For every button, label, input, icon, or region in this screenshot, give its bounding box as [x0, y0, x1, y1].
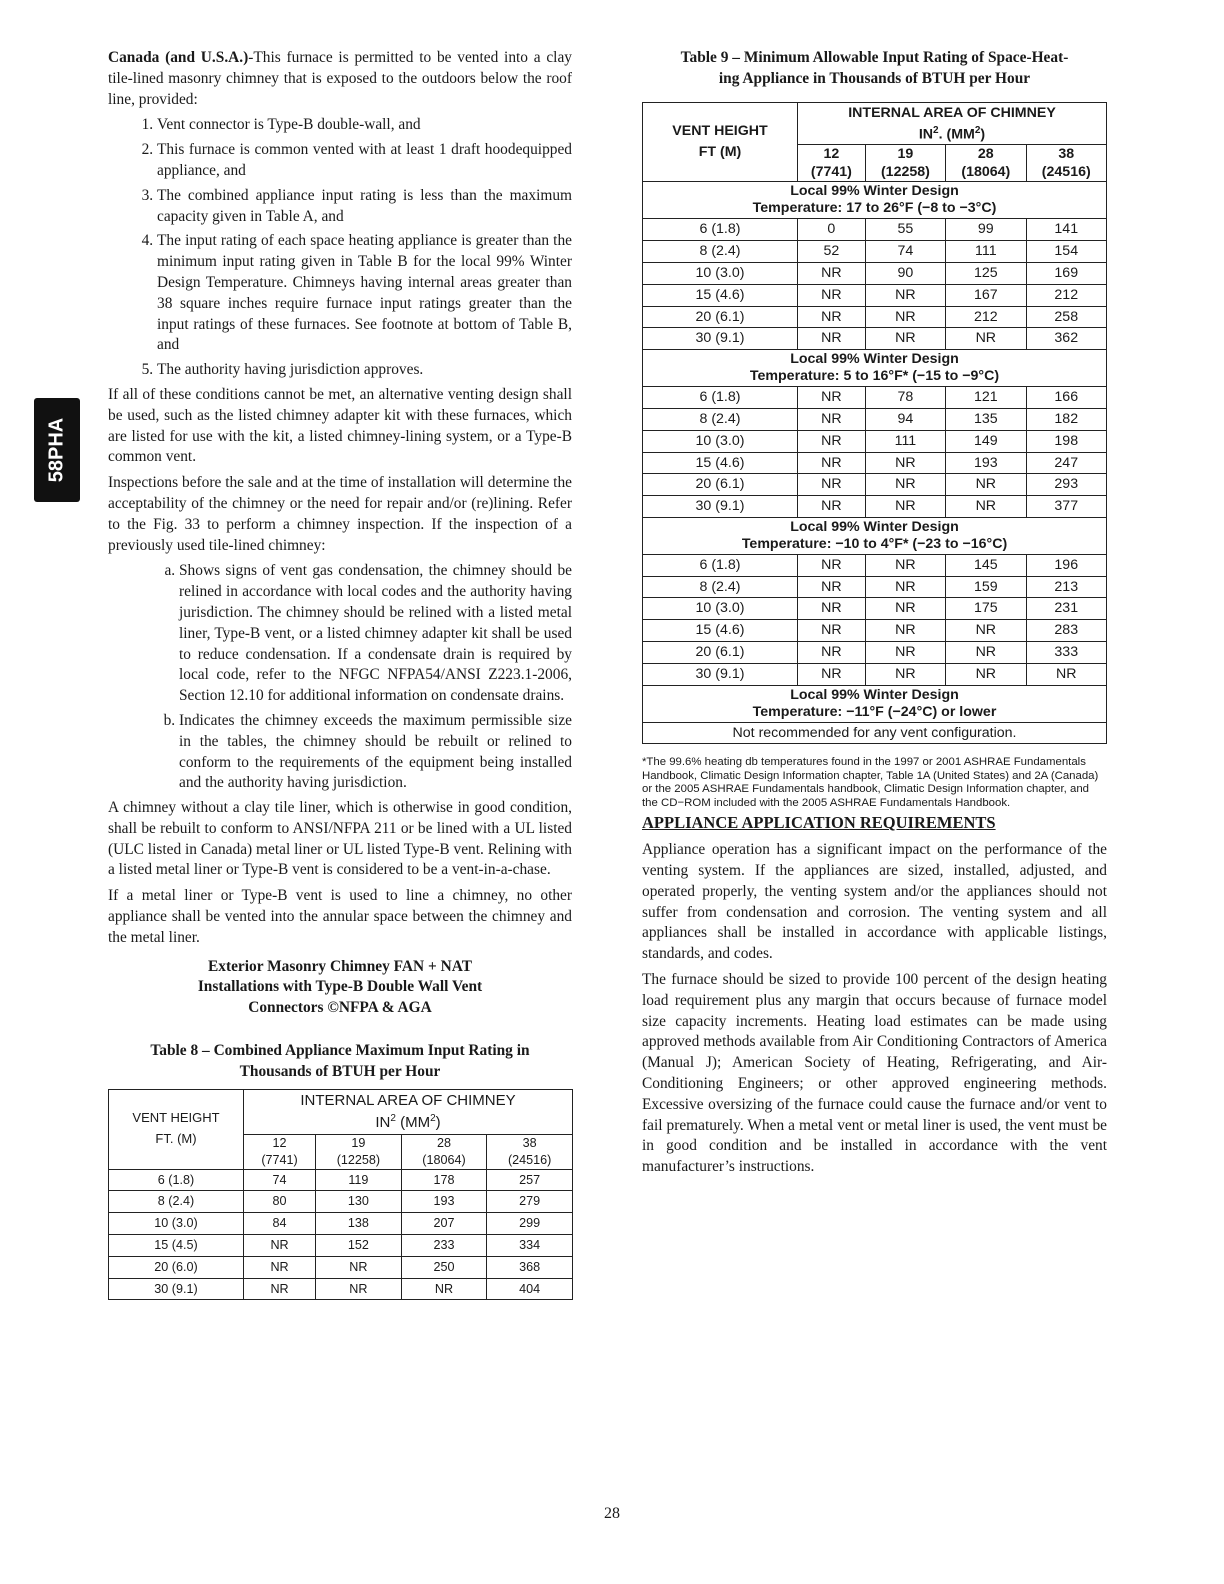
value-cell: 178	[401, 1169, 487, 1191]
vent-height-cell: 30 (9.1)	[643, 328, 798, 350]
value-cell: 111	[865, 430, 945, 452]
value-cell: 250	[401, 1256, 487, 1278]
value-cell: 207	[401, 1213, 487, 1235]
band-line: Local 99% Winter Design	[790, 686, 959, 703]
units-sup: 2	[390, 1112, 396, 1124]
vent-height-cell: 10 (3.0)	[643, 430, 798, 452]
col-line: (18064)	[422, 1152, 466, 1167]
units-text: . (MM	[938, 126, 975, 143]
value-cell: 111	[946, 241, 1026, 263]
col-line: 12	[823, 146, 840, 163]
vent-height-cell: 30 (9.1)	[643, 496, 798, 518]
value-cell: NR	[865, 306, 945, 328]
value-cell: 125	[946, 262, 1026, 284]
value-cell: 213	[1026, 576, 1106, 598]
table-row	[643, 642, 1107, 664]
band-row	[643, 182, 1107, 219]
inspection-paragraph: Inspections before the sale and at the time of installation will determine the acceptability of the chimney or the need for repair and/or (re)lining. Refer to the Fig. 33 to perform a chimney inspection. If the inspection of a previously used tile-lined chimney:	[108, 474, 572, 554]
column-header	[487, 1134, 573, 1169]
value-cell: 55	[865, 219, 945, 241]
column-header	[401, 1134, 487, 1169]
table-row	[109, 1213, 573, 1235]
table-row	[643, 474, 1107, 496]
heading-line: Exterior Masonry Chimney FAN + NAT	[208, 957, 472, 975]
header-line: VENT HEIGHT	[672, 123, 768, 140]
band-line: Temperature: 17 to 26°F (−8 to −3°C)	[752, 200, 997, 217]
table-row	[643, 598, 1107, 620]
table-row	[643, 219, 1107, 241]
value-cell: 233	[401, 1235, 487, 1257]
col-line: 12	[272, 1135, 287, 1150]
value-cell: 299	[487, 1213, 573, 1235]
units-text: )	[435, 1113, 441, 1131]
value-cell: NR	[798, 663, 866, 685]
header-line: VENT HEIGHT	[132, 1110, 220, 1126]
value-cell: NR	[798, 430, 866, 452]
col-line: (24516)	[1041, 164, 1091, 181]
table-row	[109, 1278, 573, 1300]
value-cell: 198	[1026, 430, 1106, 452]
table-row	[643, 554, 1107, 576]
value-cell: NR	[798, 554, 866, 576]
condition-item: 1. Vent connector is Type-B double-wall, and	[157, 115, 572, 136]
value-cell: 167	[946, 284, 1026, 306]
heading-line: Connectors ©NFPA & AGA	[248, 999, 432, 1017]
value-cell: 258	[1026, 306, 1106, 328]
value-cell: 78	[865, 387, 945, 409]
col-line: 38	[1058, 146, 1075, 163]
value-cell: 159	[946, 576, 1026, 598]
col-line: 19	[897, 146, 914, 163]
condition-item: 2. This furnace is common vented with at least 1 draft hoodequipped appliance, and	[157, 140, 572, 182]
col-line: (12258)	[880, 164, 930, 181]
alternative-venting-paragraph: If all of these conditions cannot be met, an alternative venting design shall be used, such as the listed chimney adapter kit with these furnaces, which are listed for use with the kit, a listed chimney-lining system, or a Type-B common vent.	[108, 385, 572, 466]
value-cell: 283	[1026, 620, 1106, 642]
area-header	[244, 1089, 573, 1134]
value-cell: 333	[1026, 642, 1106, 664]
col-line: (12258)	[336, 1152, 381, 1167]
units-sup: 2	[430, 1112, 436, 1124]
value-cell: NR	[401, 1278, 487, 1300]
not-recommended-note: Not recommended for any vent configuration.	[643, 722, 1107, 744]
table-row	[643, 663, 1107, 685]
table-row	[643, 576, 1107, 598]
inspection-sub-item: a. Shows signs of vent gas condensation, the chimney should be relined in accordance with local codes and the authority having jurisdiction. The chimney should be relined with a listed metal liner, Type-B vent, or a listed chimney adapter kit shall be used to reduce condensation. If a condensate drain is required by local code, refer to the NFGC NFPA54/ANSI Z223.1-2006, Section 12.10 for additional information on condensate drains.	[179, 561, 572, 707]
value-cell: 334	[487, 1235, 573, 1257]
table-row	[109, 1191, 573, 1213]
value-cell: 84	[244, 1213, 316, 1235]
band-line: Temperature: −10 to 4°F* (−23 to −16°C)	[741, 535, 1008, 552]
value-cell: NR	[244, 1256, 316, 1278]
value-cell: 175	[946, 598, 1026, 620]
units-text: )	[980, 126, 986, 143]
title-line: Table 9 – Minimum Allowable Input Rating of Space-Heat-	[680, 49, 1069, 66]
vent-height-cell: 8 (2.4)	[643, 241, 798, 263]
column-header	[244, 1134, 316, 1169]
value-cell: NR	[798, 452, 866, 474]
condition-item: 3. The combined appliance input rating is less than the maximum capacity given in Table A, and	[157, 186, 572, 228]
table-row	[643, 262, 1107, 284]
column-header	[1026, 145, 1106, 182]
vent-height-cell: 20 (6.1)	[643, 474, 798, 496]
value-cell: 362	[1026, 328, 1106, 350]
value-cell: NR	[1026, 663, 1106, 685]
condition-item: 4. The input rating of each space heating appliance is greater than the minimum input rating given in Table B for the local 99% Winter Design Temperature. Chimneys having internal areas greater than 38 square inches require furnace input ratings greater than the input ratings of these furnaces. See footnote at bottom of Table B, and	[157, 231, 572, 356]
value-cell: NR	[946, 328, 1026, 350]
band-row	[643, 350, 1107, 387]
units-text: (MM	[395, 1113, 431, 1131]
value-cell: NR	[865, 576, 945, 598]
band-line: Temperature: −11°F (−24°C) or lower	[752, 703, 997, 720]
value-cell: 377	[1026, 496, 1106, 518]
band-title	[643, 182, 1107, 219]
vent-height-cell: 20 (6.0)	[109, 1256, 244, 1278]
band-line: Local 99% Winter Design	[790, 183, 959, 200]
vent-height-header	[643, 102, 798, 182]
value-cell: 193	[401, 1191, 487, 1213]
column-header	[946, 145, 1026, 182]
value-cell: 166	[1026, 387, 1106, 409]
page-number: 28	[604, 1505, 620, 1522]
header-line: FT. (M)	[155, 1131, 197, 1147]
value-cell: 74	[244, 1169, 316, 1191]
value-cell: NR	[798, 306, 866, 328]
value-cell: NR	[946, 620, 1026, 642]
vent-height-cell: 15 (4.5)	[109, 1235, 244, 1257]
col-line: (7741)	[261, 1152, 298, 1167]
value-cell: 52	[798, 241, 866, 263]
vent-height-cell: 15 (4.6)	[643, 620, 798, 642]
table-row	[643, 306, 1107, 328]
side-tab	[34, 398, 80, 502]
value-cell: 94	[865, 408, 945, 430]
value-cell: NR	[865, 284, 945, 306]
table-row	[643, 496, 1107, 518]
value-cell: NR	[865, 554, 945, 576]
vent-height-cell: 20 (6.1)	[643, 642, 798, 664]
annular-paragraph: If a metal liner or Type-B vent is used to line a chimney, no other appliance shall be vented into the annular space between the chimney and the metal liner.	[108, 887, 572, 946]
value-cell: NR	[798, 262, 866, 284]
value-cell: NR	[798, 496, 866, 518]
value-cell: NR	[865, 642, 945, 664]
value-cell: NR	[798, 474, 866, 496]
value-cell: NR	[946, 663, 1026, 685]
band-title	[643, 685, 1107, 722]
intro-paragraph	[108, 48, 572, 110]
value-cell: 0	[798, 219, 866, 241]
value-cell: NR	[798, 284, 866, 306]
value-cell: 293	[1026, 474, 1106, 496]
value-cell: 257	[487, 1169, 573, 1191]
inspection-sub-list	[108, 561, 572, 794]
value-cell: NR	[946, 496, 1026, 518]
table-row	[643, 284, 1107, 306]
vent-height-cell: 6 (1.8)	[643, 387, 798, 409]
table-row	[643, 241, 1107, 263]
vent-height-cell: 6 (1.8)	[109, 1169, 244, 1191]
table-row	[643, 452, 1107, 474]
units-sup: 2	[933, 124, 939, 136]
value-cell: 404	[487, 1278, 573, 1300]
right-column	[642, 48, 1107, 1183]
vent-height-cell: 8 (2.4)	[643, 576, 798, 598]
value-cell: NR	[946, 642, 1026, 664]
value-cell: 193	[946, 452, 1026, 474]
vent-height-cell: 8 (2.4)	[109, 1191, 244, 1213]
table-row	[643, 620, 1107, 642]
appliance-heading: APPLIANCE APPLICATION REQUIREMENTS	[642, 813, 996, 833]
vent-height-cell: 10 (3.0)	[643, 598, 798, 620]
table-row	[109, 1235, 573, 1257]
value-cell: 231	[1026, 598, 1106, 620]
col-line: (24516)	[507, 1152, 552, 1167]
band-title	[643, 517, 1107, 554]
value-cell: 119	[316, 1169, 402, 1191]
column-header	[798, 145, 866, 182]
value-cell: 368	[487, 1256, 573, 1278]
value-cell: 121	[946, 387, 1026, 409]
value-cell: NR	[244, 1278, 316, 1300]
area-units	[798, 122, 1106, 144]
units-text: IN	[375, 1113, 391, 1131]
value-cell: NR	[798, 598, 866, 620]
header-line: FT (M)	[698, 143, 742, 160]
vent-height-cell: 6 (1.8)	[643, 554, 798, 576]
vent-height-cell: 30 (9.1)	[643, 663, 798, 685]
column-header	[865, 145, 945, 182]
table8-body	[109, 1169, 573, 1300]
col-line: 28	[977, 146, 994, 163]
value-cell: NR	[244, 1235, 316, 1257]
value-cell: 99	[946, 219, 1026, 241]
value-cell: 212	[946, 306, 1026, 328]
header-line: INTERNAL AREA OF CHIMNEY	[848, 104, 1056, 121]
vent-height-cell: 15 (4.6)	[643, 452, 798, 474]
vent-height-cell: 8 (2.4)	[643, 408, 798, 430]
value-cell: 212	[1026, 284, 1106, 306]
table8	[108, 1089, 573, 1301]
value-cell: 145	[946, 554, 1026, 576]
area-units	[244, 1110, 572, 1132]
value-cell: 74	[865, 241, 945, 263]
value-cell: NR	[798, 408, 866, 430]
table8-title	[108, 1041, 572, 1083]
value-cell: 130	[316, 1191, 402, 1213]
value-cell: NR	[798, 387, 866, 409]
vent-height-cell: 10 (3.0)	[109, 1213, 244, 1235]
vent-height-cell: 30 (9.1)	[109, 1278, 244, 1300]
value-cell: 135	[946, 408, 1026, 430]
left-column	[108, 48, 572, 1300]
col-line: 19	[351, 1135, 366, 1150]
furnace-sizing-paragraph: The furnace should be sized to provide 100 percent of the design heating load requirement plus any margin that occurs because of furnace model size capacity increments. Heating load estimates can be made using approved methods available from Air Conditioning Contractors of America (Manual J); American Society of Heating, Refrigerating, and Air-Conditioning Engineers; or other approved engineering methods. Excessive oversizing of the furnace could cause the furnace and/or vent to fail prematurely. When a metal vent or metal liner is used, the vent must be in good condition and be installed in accordance with the vent manufacturer’s instructions.	[642, 971, 1107, 1176]
table9-body	[643, 182, 1107, 685]
heading-line: Installations with Type-B Double Wall Vent	[197, 978, 483, 996]
value-cell: NR	[316, 1256, 402, 1278]
band-line: Temperature: 5 to 16°F* (−15 to −9°C)	[749, 368, 1000, 385]
value-cell: 152	[316, 1235, 402, 1257]
units-sup: 2	[974, 124, 981, 136]
value-cell: 154	[1026, 241, 1106, 263]
band-line: Local 99% Winter Design	[790, 518, 959, 535]
band-title	[643, 350, 1107, 387]
intro-lead: Canada (and U.S.A.)	[108, 49, 249, 66]
value-cell: NR	[865, 598, 945, 620]
vent-height-cell: 6 (1.8)	[643, 219, 798, 241]
side-tab-label: 58PHA	[45, 417, 68, 483]
liner-paragraph: A chimney without a clay tile liner, which is otherwise in good condition, shall be rebuilt to conform to ANSI/NFPA 211 or be lined with a UL listed (ULC listed in Canada) metal liner or UL listed Type-B vent. Relining with a listed metal liner or Type-B vent is considered to be a vent-in-a-chase.	[108, 799, 572, 879]
conditions-list	[108, 115, 572, 381]
col-line: 28	[437, 1135, 452, 1150]
value-cell: NR	[865, 452, 945, 474]
title-line: Table 8 – Combined Appliance Maximum Input Rating in	[150, 1042, 530, 1060]
vent-height-cell: 20 (6.1)	[643, 306, 798, 328]
value-cell: NR	[798, 328, 866, 350]
value-cell: 149	[946, 430, 1026, 452]
title-line: ing Appliance in Thousands of BTUH per Hour	[718, 69, 1031, 87]
table-row	[643, 408, 1107, 430]
value-cell: 138	[316, 1213, 402, 1235]
vent-height-cell: 10 (3.0)	[643, 262, 798, 284]
table-row	[643, 328, 1107, 350]
value-cell: NR	[798, 576, 866, 598]
intro-text: -This furnace is permitted to be vented into a clay tile-lined masonry chimney that is exposed to the outdoors below the roof line, provided:	[108, 49, 572, 108]
col-line: 38	[522, 1135, 537, 1150]
value-cell: NR	[865, 474, 945, 496]
value-cell: NR	[865, 496, 945, 518]
value-cell: NR	[946, 474, 1026, 496]
vent-height-header	[109, 1089, 244, 1169]
table9-footnote: *The 99.6% heating db temperatures found in the 1997 or 2001 ASHRAE Fundamentals Handbook, Climatic Design Information chapter, Table 1A (United States) and 2A (Canada) or the 2005 ASHRAE Fundamentals handbook, Climatic Design Information chapter, and the CD−ROM included with the 2005 ASHRAE Fundamentals Handbook.	[642, 756, 1099, 809]
band-row	[643, 517, 1107, 554]
col-line: (18064)	[961, 164, 1011, 181]
value-cell: NR	[865, 620, 945, 642]
value-cell: 169	[1026, 262, 1106, 284]
col-line: (7741)	[810, 164, 852, 181]
appliance-paragraph: Appliance operation has a significant impact on the performance of the venting system. If the appliances are sized, installed, adjusted, and operated properly, the venting system and/or the appliances should not suffer from condensation and corrosion. The venting system and all appliances shall be installed in accordance with applicable listings, standards, and codes.	[642, 841, 1107, 963]
value-cell: NR	[865, 328, 945, 350]
value-cell: 182	[1026, 408, 1106, 430]
table-row	[109, 1256, 573, 1278]
band-line: Local 99% Winter Design	[790, 351, 959, 368]
table-row	[109, 1169, 573, 1191]
value-cell: NR	[798, 620, 866, 642]
column-header	[316, 1134, 402, 1169]
vent-height-cell: 15 (4.6)	[643, 284, 798, 306]
value-cell: 80	[244, 1191, 316, 1213]
header-line: INTERNAL AREA OF CHIMNEY	[300, 1091, 516, 1109]
table-row	[643, 387, 1107, 409]
units-text: IN	[918, 126, 934, 143]
value-cell: NR	[798, 642, 866, 664]
table9-title	[642, 48, 1107, 90]
table-row	[643, 430, 1107, 452]
value-cell: 196	[1026, 554, 1106, 576]
value-cell: 141	[1026, 219, 1106, 241]
condition-item: 5. The authority having jurisdiction approves.	[157, 360, 572, 381]
exterior-chimney-heading	[108, 957, 572, 1019]
value-cell: NR	[316, 1278, 402, 1300]
value-cell: NR	[865, 663, 945, 685]
inspection-sub-item: b. Indicates the chimney exceeds the maximum permissible size in the tables, the chimney should be rebuilt or relined to conform to the requirements of the equipment being installed and the authority having jurisdiction.	[179, 711, 572, 794]
value-cell: 247	[1026, 452, 1106, 474]
title-line: Thousands of BTUH per Hour	[239, 1062, 441, 1080]
value-cell: 90	[865, 262, 945, 284]
table9	[642, 102, 1107, 745]
value-cell: 279	[487, 1191, 573, 1213]
area-header	[798, 102, 1107, 145]
